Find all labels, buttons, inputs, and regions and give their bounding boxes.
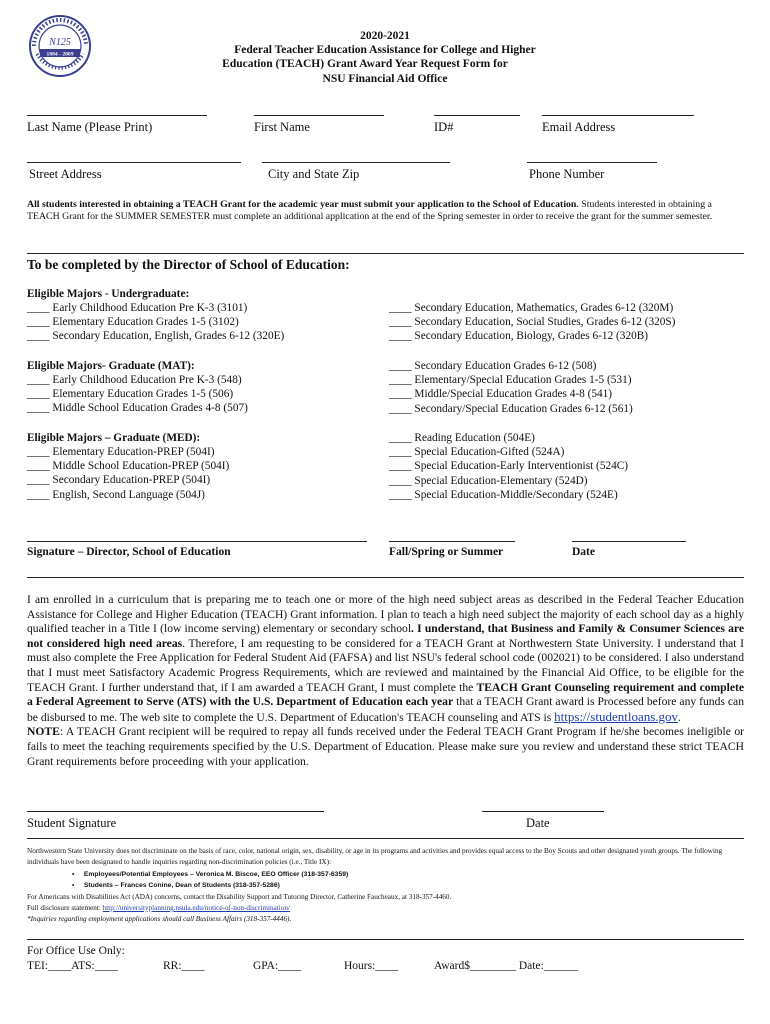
- list-item: • Students – Frances Conine, Dean of Students (318-357-5286): [72, 882, 280, 889]
- agreement-bold-1: . I understand, that Business and Family & Consumer Sciences are not considered high need areas: [27, 622, 744, 650]
- email-label: Email Address: [542, 120, 616, 134]
- nondiscrimination-text: Northwestern State University does not discriminate on the basis of race, color, national origin, sex, disability, or age in its programs and activities and provides equal access to the Boy Scouts and other designated youth groups. The following individuals have been designated to handle inquiries regarding non-discrimination policies (i.e., Title IX):: [27, 847, 723, 866]
- list-item[interactable]: ____ Early Childhood Education Pre K-3 (3101): [27, 302, 248, 314]
- list-item[interactable]: ____ Special Education-Gifted (524A): [389, 446, 565, 459]
- director-date-line[interactable]: [572, 541, 686, 542]
- ada-text: For Americans with Disabilities Act (ADA) concerns, contact the Disability Support and Tutoring Director, Catherine Faucheaux, at 318-357-4460.: [27, 893, 452, 901]
- office-tei-ats[interactable]: TEI:____ATS:____: [27, 960, 118, 972]
- note-text: : A TEACH Grant recipient will be required to repay all funds received under the Federal TEACH Grant Program if he/she becomes ineligible or fails to meet the teaching requirements specified by the U.S. Department of Education. Please make sure you review and understand these strict TEACH Grant requirements before proceeding with your application.: [27, 725, 744, 768]
- id-label: ID#: [434, 120, 454, 134]
- disclosure-label: Full disclosure statement:: [27, 904, 103, 912]
- header-year: 2020-2021: [360, 30, 410, 42]
- employment-text: *Inquiries regarding employment applications should call Business Affairs (318-357-4446).: [27, 915, 292, 923]
- mat-left-list: [27, 373, 248, 416]
- header-title-2: Education (TEACH) Grant Award Year Request Form for: [222, 58, 508, 70]
- director-signature-line[interactable]: [27, 541, 367, 542]
- agreement-text: [27, 593, 744, 769]
- list-item[interactable]: ____ Secondary Education Grades 6-12 (508): [389, 360, 597, 372]
- mat-heading: Eligible Majors- Graduate (MAT):: [27, 360, 195, 372]
- list-item[interactable]: ____ Special Education-Elementary (524D): [389, 474, 588, 487]
- agreement-part-1: I am enrolled in a curriculum that is preparing me to teach one or more of the high need subject areas as described in the Federal Teacher Education Assistance for College and Higher Education (TEACH) Grant information. I plan to teach a high need subject the majority of each school day as a highly qualified teacher in a Title I (low income serving) elementary or secondary school: [27, 593, 744, 636]
- id-line[interactable]: [434, 115, 520, 116]
- phone-line[interactable]: [527, 162, 657, 163]
- notice-text: [27, 199, 744, 224]
- first-name-line[interactable]: [254, 115, 384, 116]
- city-label: City and State Zip: [268, 167, 360, 181]
- divider-4: [27, 939, 744, 940]
- divider-2: [27, 577, 744, 578]
- city-line[interactable]: [262, 162, 450, 163]
- divider-3: [27, 838, 744, 839]
- student-date-label: Date: [526, 816, 550, 830]
- seal-center: N125: [49, 37, 71, 48]
- list-item[interactable]: ____ Special Education-Middle/Secondary (524E): [389, 488, 618, 501]
- studentloans-link[interactable]: https://studentloans.gov: [554, 708, 679, 724]
- list-item[interactable]: ____ Secondary Education, English, Grades 6-12 (320E): [27, 330, 285, 343]
- list-item[interactable]: ____ Secondary Education-PREP (504I): [27, 474, 211, 487]
- office-hours[interactable]: Hours:____: [344, 960, 399, 972]
- agreement-part-3: that a TEACH Grant award is Processed before any funds can be disbursed to me. The web site to complete the U.S. Department of Education's TEACH counseling and ATS is: [27, 695, 744, 724]
- agreement-part-2: . Therefore, I am requesting to be considered for a TEACH Grant at Northwestern State University. I understand that I must also complete the Free Application for Federal Student Aid (FAFSA) and list NSU's federal school code (002021) to be considered. I also understand that I must meet Satisfactory Academic Progress Requirements, which are reviewed and maintained by the Financial Aid Office, to be eligible for the TEACH Grant. I further understand that, if I am awarded a TEACH Grant, I must complete the: [27, 636, 744, 694]
- office-award-date[interactable]: Award$________ Date:______: [434, 960, 579, 972]
- undergrad-left-list: [27, 301, 284, 344]
- list-item[interactable]: ____ English, Second Language (504J): [27, 488, 205, 501]
- header-title-1: Federal Teacher Education Assistance for College and Higher: [234, 44, 536, 56]
- med-heading: Eligible Majors – Graduate (MED):: [27, 432, 201, 444]
- student-date-line[interactable]: [482, 811, 604, 812]
- notice-rest: . Students interested in obtaining a TEACH Grant for the SUMMER SEMESTER must complete an additional application at the end of the Spring semester in order to receive the grant for the summer semester.: [27, 199, 713, 223]
- list-item[interactable]: ____ Secondary Education, Biology, Grades 6-12 (320B): [389, 330, 649, 343]
- mat-right-list: [389, 359, 633, 416]
- student-signature-line[interactable]: [27, 811, 324, 812]
- agreement-part-4: .: [678, 710, 681, 724]
- seal-years: 1884 - 2009: [46, 51, 74, 58]
- list-item[interactable]: ____ Secondary Education, Social Studies, Grades 6-12 (320S): [389, 316, 676, 329]
- agreement-bold-2: TEACH Grant Counseling requirement and complete a Federal Agreement to Serve (ATS) with the U.S. Department of Education each year: [27, 680, 744, 709]
- office-gpa[interactable]: GPA:____: [253, 960, 302, 972]
- street-label: Street Address: [29, 167, 102, 181]
- disclosure-link[interactable]: http://universityplanning.nsula.edu/notice-of-non-discrimination/: [102, 904, 290, 912]
- disclosure-line: [27, 903, 290, 914]
- note-label: NOTE: [27, 725, 60, 739]
- undergrad-heading: Eligible Majors - Undergraduate:: [27, 288, 190, 300]
- notice-bold: All students interested in obtaining a TEACH Grant for the academic year must submit your application to the School of Education: [27, 199, 577, 210]
- list-item[interactable]: ____ Secondary/Special Education Grades 6-12 (561): [389, 402, 633, 415]
- office-heading: For Office Use Only:: [27, 945, 125, 957]
- list-item[interactable]: ____ Early Childhood Education Pre K-3 (548): [27, 374, 242, 386]
- office-rr[interactable]: RR:____: [163, 960, 205, 972]
- list-item[interactable]: ____ Middle/Special Education Grades 4-8 (541): [389, 388, 613, 401]
- list-item[interactable]: ____ Reading Education (504E): [389, 432, 535, 444]
- director-date-label: Date: [572, 546, 595, 558]
- list-item[interactable]: ____ Middle School Education-PREP (504I): [27, 460, 230, 473]
- list-item[interactable]: ____ Elementary Education Grades 1-5 (506): [27, 388, 234, 401]
- phone-label: Phone Number: [529, 167, 605, 181]
- header-title-3: NSU Financial Aid Office: [322, 73, 448, 85]
- list-item[interactable]: ____ Elementary/Special Education Grades 1-5 (531): [389, 374, 632, 387]
- list-item[interactable]: ____ Elementary Education-PREP (504I): [27, 446, 215, 458]
- term-label: Fall/Spring or Summer: [389, 546, 504, 558]
- street-line[interactable]: [27, 162, 241, 163]
- director-heading: To be completed by the Director of School of Education:: [27, 257, 350, 272]
- list-item[interactable]: ____ Elementary Education Grades 1-5 (3102): [27, 316, 239, 329]
- contact-list: [72, 869, 348, 891]
- list-item: • Employees/Potential Employees – Veronica M. Biscoe, EEO Officer (318-357-6359): [72, 871, 349, 878]
- last-name-line[interactable]: [27, 115, 207, 116]
- divider-1: [27, 253, 744, 254]
- email-line[interactable]: [542, 115, 694, 116]
- first-name-label: First Name: [254, 120, 310, 134]
- term-line[interactable]: [389, 541, 515, 542]
- list-item[interactable]: ____ Special Education-Early Interventionist (524C): [389, 460, 629, 473]
- list-item[interactable]: ____ Middle School Education Grades 4-8 (507): [27, 402, 248, 415]
- student-signature-label: Student Signature: [27, 816, 117, 830]
- last-name-label: Last Name (Please Print): [27, 120, 153, 134]
- list-item[interactable]: ____ Secondary Education, Mathematics, Grades 6-12 (320M): [389, 302, 674, 314]
- med-left-list: [27, 445, 229, 502]
- undergrad-right-list: [389, 301, 675, 344]
- med-right-list: [389, 431, 628, 502]
- director-signature-label: Signature – Director, School of Education: [27, 546, 231, 558]
